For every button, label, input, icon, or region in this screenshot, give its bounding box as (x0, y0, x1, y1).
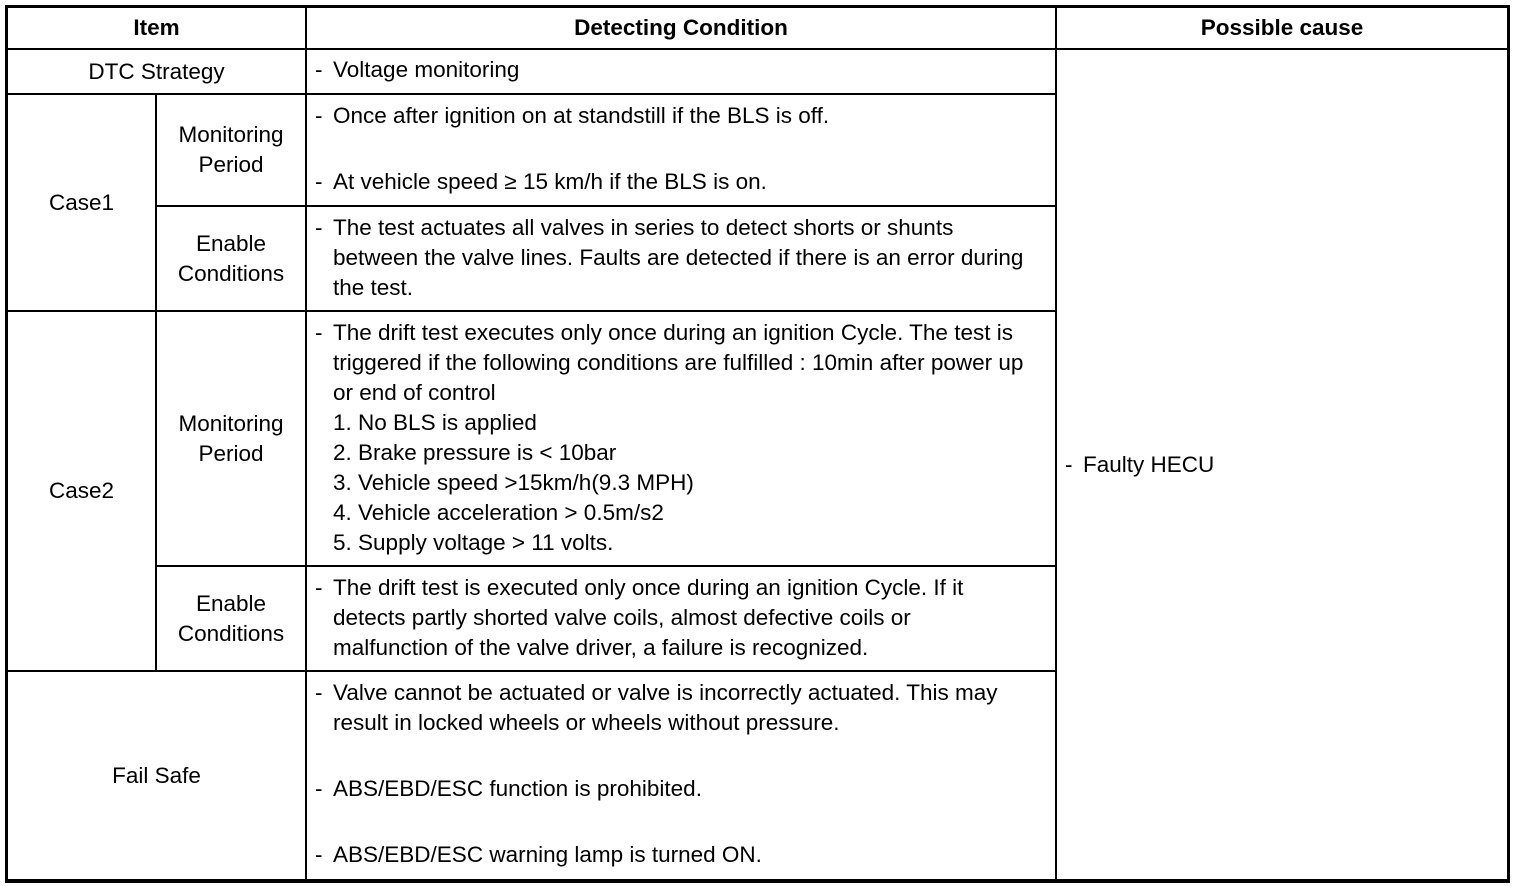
case2-monitoring-label: Monitoring Period (156, 311, 306, 566)
list-item: 2. Brake pressure is < 10bar (333, 440, 617, 465)
case1-monitoring-label: Monitoring Period (156, 94, 306, 206)
case1-monitoring-condition: - Once after ignition on at standstill if the BLS is off. - At vehicle speed ≥ 15 km/h if the BLS is on. (306, 94, 1056, 206)
case1-enable-condition: - The test actuates all valves in series to detect shorts or shunts between the valve lines. Faults are detected if there is an error during the test. (306, 206, 1056, 311)
header-detecting-condition: Detecting Condition (306, 7, 1056, 49)
dtc-strategy-label: DTC Strategy (7, 49, 306, 94)
possible-cause-text: Faulty HECU (1083, 451, 1215, 477)
header-item: Item (7, 7, 306, 49)
fail-safe-label: Fail Safe (7, 671, 306, 880)
bullet-dash: - (315, 56, 323, 82)
dtc-strategy-condition: - Voltage monitoring (306, 49, 1056, 94)
list-item: 1. No BLS is applied (333, 410, 537, 435)
case2-label: Case2 (7, 311, 156, 671)
case2-enable-label: Enable Conditions (156, 566, 306, 671)
case2-monitoring-condition: - The drift test executes only once during an ignition Cycle. The test is triggered if the following conditions are fulfilled : 10min after power up or end of control 1. No BLS is applied 2. Brake pressure is < 10bar 3. Vehicle speed >15km/h(9.3 MPH) 4. Vehicle acceleration > 0.5m/s2 5. Supply voltage > 11 volts. (306, 311, 1056, 566)
case1-enable-label: Enable Conditions (156, 206, 306, 311)
possible-cause-cell (1056, 49, 1508, 880)
list-item: 5. Supply voltage > 11 volts. (333, 530, 614, 555)
list-item: 4. Vehicle acceleration > 0.5m/s2 (333, 500, 664, 525)
dtc-table (6, 6, 1509, 881)
header-row (7, 7, 1508, 49)
case2-enable-condition: - The drift test is executed only once during an ignition Cycle. If it detects partly shorted valve coils, almost defective coils or malfunction of the valve driver, a failure is recognized. (306, 566, 1056, 671)
table-row (7, 49, 1508, 94)
bullet-dash: - (1065, 451, 1073, 477)
case1-label: Case1 (7, 94, 156, 311)
fail-safe-condition: - Valve cannot be actuated or valve is incorrectly actuated. This may result in locked wheels or wheels without pressure. - ABS/EBD/ESC function is prohibited. - ABS/EBD/ESC warning lamp is turned ON. (306, 671, 1056, 880)
header-possible-cause: Possible cause (1056, 7, 1508, 49)
list-item: 3. Vehicle speed >15km/h(9.3 MPH) (333, 470, 694, 495)
